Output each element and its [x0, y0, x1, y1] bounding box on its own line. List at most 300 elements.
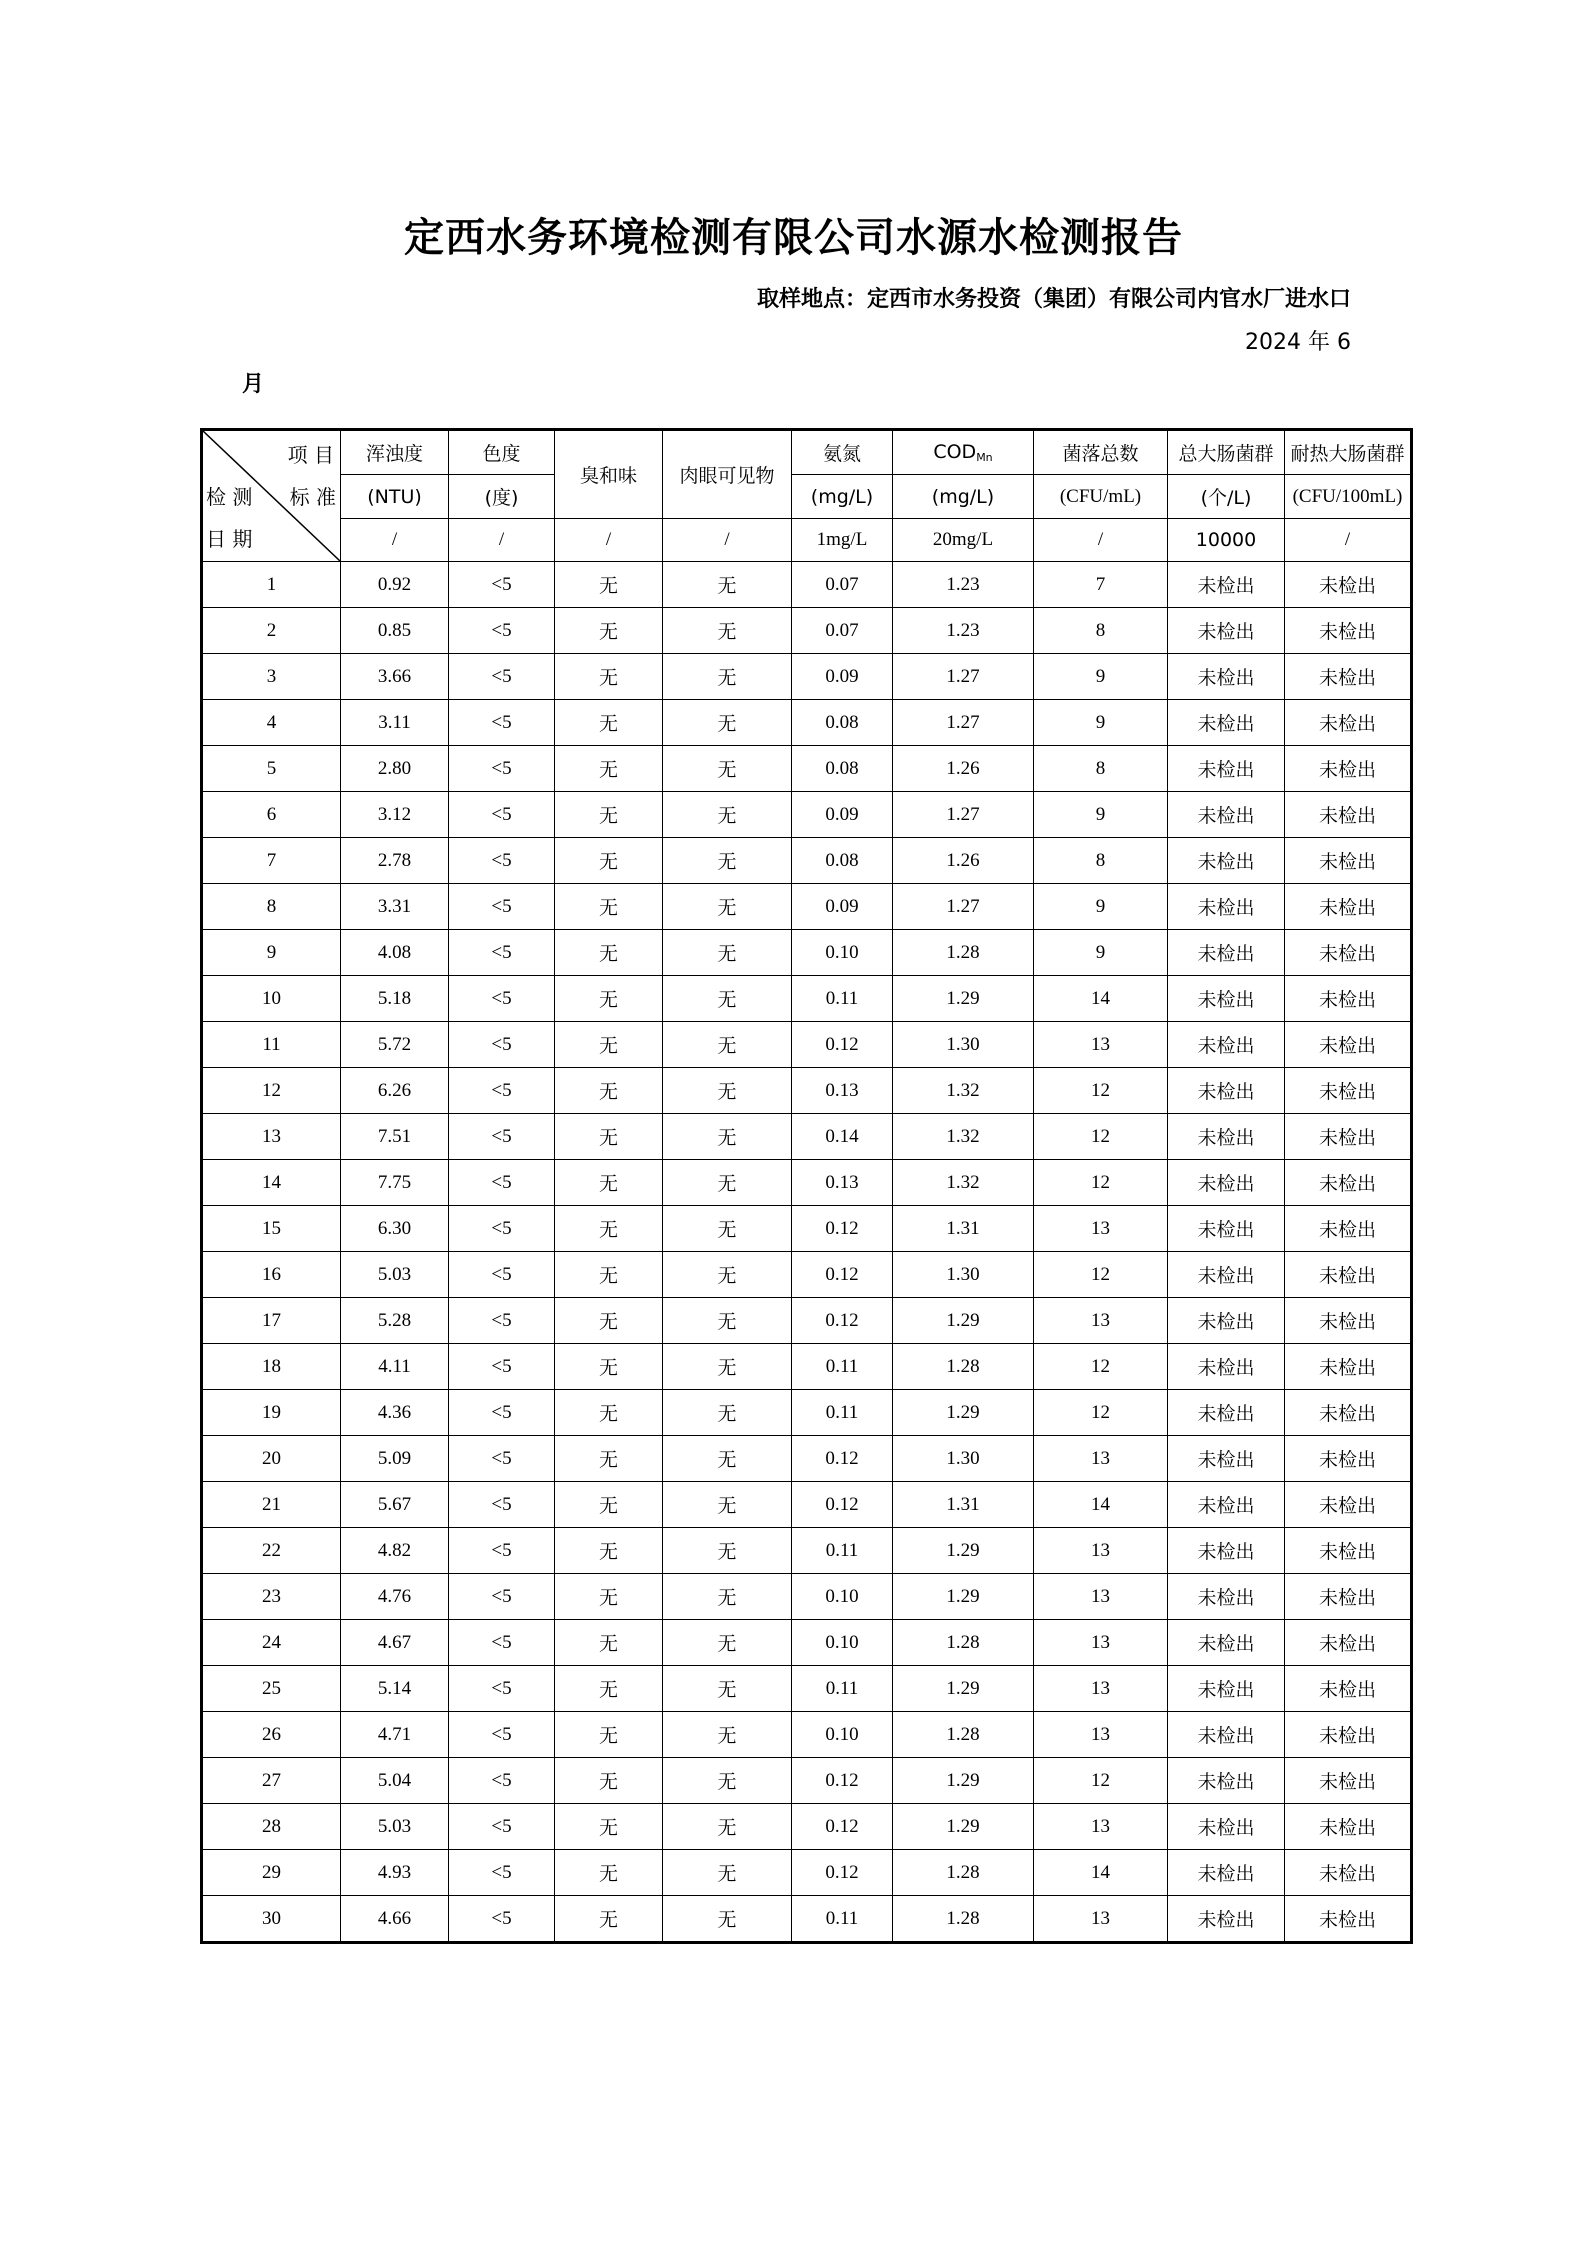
cell-day: 2 — [202, 608, 341, 654]
cell-visible-matter: 无 — [663, 1114, 792, 1160]
cell-turbidity: 4.36 — [341, 1390, 449, 1436]
cell-visible-matter: 无 — [663, 838, 792, 884]
cell-odor: 无 — [555, 1804, 663, 1850]
cell-day: 4 — [202, 700, 341, 746]
cell-ammonia: 0.07 — [792, 562, 893, 608]
cell-cod: 1.32 — [893, 1160, 1034, 1206]
cell-color: <5 — [449, 1574, 555, 1620]
cell-cod: 1.30 — [893, 1252, 1034, 1298]
cell-visible-matter: 无 — [663, 1298, 792, 1344]
cell-color: <5 — [449, 1298, 555, 1344]
cell-colony: 13 — [1034, 1528, 1168, 1574]
table-row — [202, 746, 1412, 792]
cell-turbidity: 5.28 — [341, 1298, 449, 1344]
unit-color: (度) — [449, 475, 555, 519]
table-row — [202, 1666, 1412, 1712]
cell-cod: 1.29 — [893, 1804, 1034, 1850]
cell-ammonia: 0.11 — [792, 976, 893, 1022]
cell-coliform: 未检出 — [1168, 1206, 1285, 1252]
table-row — [202, 838, 1412, 884]
cell-odor: 无 — [555, 1896, 663, 1943]
table-row — [202, 1574, 1412, 1620]
cell-visible-matter: 无 — [663, 1344, 792, 1390]
cell-turbidity: 3.12 — [341, 792, 449, 838]
cell-coliform: 未检出 — [1168, 1022, 1285, 1068]
cell-colony: 13 — [1034, 1896, 1168, 1943]
cell-turbidity: 4.67 — [341, 1620, 449, 1666]
cell-visible-matter: 无 — [663, 1712, 792, 1758]
table-row — [202, 562, 1412, 608]
cell-turbidity: 6.26 — [341, 1068, 449, 1114]
cell-colony: 12 — [1034, 1758, 1168, 1804]
cell-ammonia: 0.10 — [792, 930, 893, 976]
cell-odor: 无 — [555, 1160, 663, 1206]
cell-colony: 9 — [1034, 654, 1168, 700]
col-header-visible-matter: 肉眼可见物 — [663, 430, 792, 519]
cell-color: <5 — [449, 1850, 555, 1896]
cell-day: 29 — [202, 1850, 341, 1896]
cell-visible-matter: 无 — [663, 1252, 792, 1298]
cell-ammonia: 0.12 — [792, 1436, 893, 1482]
cell-odor: 无 — [555, 1528, 663, 1574]
cell-colony: 13 — [1034, 1712, 1168, 1758]
cell-day: 17 — [202, 1298, 341, 1344]
cell-ammonia: 0.11 — [792, 1528, 893, 1574]
cell-color: <5 — [449, 1436, 555, 1482]
cell-cod: 1.29 — [893, 1666, 1034, 1712]
cell-odor: 无 — [555, 608, 663, 654]
cell-visible-matter: 无 — [663, 562, 792, 608]
cell-color: <5 — [449, 1390, 555, 1436]
cell-day: 24 — [202, 1620, 341, 1666]
cell-coliform: 未检出 — [1168, 1436, 1285, 1482]
cell-day: 30 — [202, 1896, 341, 1943]
cell-ammonia: 0.08 — [792, 746, 893, 792]
cell-ammonia: 0.08 — [792, 838, 893, 884]
cell-color: <5 — [449, 1114, 555, 1160]
table-row — [202, 884, 1412, 930]
cell-colony: 9 — [1034, 930, 1168, 976]
cell-visible-matter: 无 — [663, 1482, 792, 1528]
cell-ammonia: 0.14 — [792, 1114, 893, 1160]
cell-colony: 13 — [1034, 1804, 1168, 1850]
table-row — [202, 654, 1412, 700]
cell-cod: 1.30 — [893, 1436, 1034, 1482]
cell-odor: 无 — [555, 1436, 663, 1482]
cell-color: <5 — [449, 1804, 555, 1850]
cell-thermo-coliform: 未检出 — [1285, 1252, 1412, 1298]
cell-thermo-coliform: 未检出 — [1285, 1712, 1412, 1758]
cell-cod: 1.27 — [893, 654, 1034, 700]
cell-color: <5 — [449, 608, 555, 654]
cell-coliform: 未检出 — [1168, 884, 1285, 930]
cell-color: <5 — [449, 1758, 555, 1804]
cell-day: 14 — [202, 1160, 341, 1206]
cell-odor: 无 — [555, 700, 663, 746]
cell-color: <5 — [449, 1896, 555, 1943]
cell-colony: 14 — [1034, 976, 1168, 1022]
cell-ammonia: 0.13 — [792, 1068, 893, 1114]
corner-label-item: 项 目 — [287, 443, 334, 467]
cell-day: 16 — [202, 1252, 341, 1298]
cell-visible-matter: 无 — [663, 976, 792, 1022]
cell-day: 6 — [202, 792, 341, 838]
cell-cod: 1.26 — [893, 838, 1034, 884]
cell-thermo-coliform: 未检出 — [1285, 1436, 1412, 1482]
cell-ammonia: 0.11 — [792, 1666, 893, 1712]
cell-thermo-coliform: 未检出 — [1285, 1528, 1412, 1574]
cell-turbidity: 5.03 — [341, 1252, 449, 1298]
cell-ammonia: 0.11 — [792, 1344, 893, 1390]
cell-ammonia: 0.09 — [792, 654, 893, 700]
standard-colony: / — [1034, 519, 1168, 562]
cell-coliform: 未检出 — [1168, 700, 1285, 746]
cell-visible-matter: 无 — [663, 1390, 792, 1436]
header-corner-cell — [202, 430, 341, 562]
cell-visible-matter: 无 — [663, 746, 792, 792]
col-header-odor: 臭和味 — [555, 430, 663, 519]
cell-coliform: 未检出 — [1168, 1068, 1285, 1114]
cell-thermo-coliform: 未检出 — [1285, 1620, 1412, 1666]
cell-odor: 无 — [555, 1390, 663, 1436]
cell-day: 1 — [202, 562, 341, 608]
cell-cod: 1.27 — [893, 792, 1034, 838]
cell-cod: 1.29 — [893, 1528, 1034, 1574]
cell-thermo-coliform: 未检出 — [1285, 1482, 1412, 1528]
cell-coliform: 未检出 — [1168, 1758, 1285, 1804]
cell-turbidity: 5.18 — [341, 976, 449, 1022]
cell-cod: 1.32 — [893, 1068, 1034, 1114]
cell-thermo-coliform: 未检出 — [1285, 1390, 1412, 1436]
unit-coliform: (个/L) — [1168, 475, 1285, 519]
standard-odor: / — [555, 519, 663, 562]
cell-ammonia: 0.12 — [792, 1482, 893, 1528]
cell-day: 9 — [202, 930, 341, 976]
cell-ammonia: 0.12 — [792, 1850, 893, 1896]
cell-coliform: 未检出 — [1168, 654, 1285, 700]
cell-turbidity: 2.80 — [341, 746, 449, 792]
table-row — [202, 1160, 1412, 1206]
cell-thermo-coliform: 未检出 — [1285, 1850, 1412, 1896]
cell-color: <5 — [449, 1712, 555, 1758]
cell-coliform: 未检出 — [1168, 792, 1285, 838]
cell-odor: 无 — [555, 930, 663, 976]
cell-day: 15 — [202, 1206, 341, 1252]
table-row — [202, 1022, 1412, 1068]
report-date-year: 2024 年 6 — [1245, 330, 1351, 355]
cell-coliform: 未检出 — [1168, 1252, 1285, 1298]
table-row — [202, 1896, 1412, 1943]
cell-color: <5 — [449, 746, 555, 792]
cell-day: 12 — [202, 1068, 341, 1114]
cell-color: <5 — [449, 1068, 555, 1114]
cell-day: 3 — [202, 654, 341, 700]
col-header-ammonia: 氨氮 — [792, 430, 893, 475]
cell-colony: 8 — [1034, 746, 1168, 792]
cell-thermo-coliform: 未检出 — [1285, 700, 1412, 746]
cell-cod: 1.30 — [893, 1022, 1034, 1068]
report-title: 定西水务环境检测有限公司水源水检测报告 — [404, 215, 1183, 261]
unit-thermo-coliform: (CFU/100mL) — [1285, 475, 1412, 519]
unit-colony: (CFU/mL) — [1034, 475, 1168, 519]
cell-day: 13 — [202, 1114, 341, 1160]
cell-turbidity: 5.67 — [341, 1482, 449, 1528]
cell-thermo-coliform: 未检出 — [1285, 1344, 1412, 1390]
cell-color: <5 — [449, 930, 555, 976]
corner-label-test: 检 测 — [206, 485, 253, 509]
cell-turbidity: 6.30 — [341, 1206, 449, 1252]
standard-thermo-coliform: / — [1285, 519, 1412, 562]
cell-cod: 1.23 — [893, 562, 1034, 608]
cell-visible-matter: 无 — [663, 930, 792, 976]
cell-coliform: 未检出 — [1168, 930, 1285, 976]
cell-colony: 13 — [1034, 1574, 1168, 1620]
cell-color: <5 — [449, 1206, 555, 1252]
cell-turbidity: 5.03 — [341, 1804, 449, 1850]
col-header-coliform: 总大肠菌群 — [1168, 430, 1285, 475]
unit-turbidity: (NTU) — [341, 475, 449, 519]
report-date-month: 月 — [242, 372, 265, 397]
cell-ammonia: 0.12 — [792, 1298, 893, 1344]
cell-coliform: 未检出 — [1168, 562, 1285, 608]
standard-coliform: 10000 — [1168, 519, 1285, 562]
cell-colony: 12 — [1034, 1160, 1168, 1206]
cell-odor: 无 — [555, 1206, 663, 1252]
cell-day: 8 — [202, 884, 341, 930]
cell-color: <5 — [449, 1666, 555, 1712]
cell-ammonia: 0.12 — [792, 1022, 893, 1068]
cell-turbidity: 5.72 — [341, 1022, 449, 1068]
col-header-turbidity: 浑浊度 — [341, 430, 449, 475]
cell-turbidity: 0.85 — [341, 608, 449, 654]
cell-visible-matter: 无 — [663, 1160, 792, 1206]
cell-cod: 1.31 — [893, 1482, 1034, 1528]
cell-turbidity: 4.76 — [341, 1574, 449, 1620]
cell-turbidity: 2.78 — [341, 838, 449, 884]
cell-cod: 1.28 — [893, 1712, 1034, 1758]
cell-color: <5 — [449, 562, 555, 608]
cell-thermo-coliform: 未检出 — [1285, 838, 1412, 884]
cell-cod: 1.26 — [893, 746, 1034, 792]
cell-thermo-coliform: 未检出 — [1285, 1666, 1412, 1712]
cell-coliform: 未检出 — [1168, 1344, 1285, 1390]
cell-color: <5 — [449, 1620, 555, 1666]
table-row — [202, 976, 1412, 1022]
cell-color: <5 — [449, 1252, 555, 1298]
cell-cod: 1.29 — [893, 1298, 1034, 1344]
cell-day: 21 — [202, 1482, 341, 1528]
cell-colony: 12 — [1034, 1252, 1168, 1298]
cell-cod: 1.29 — [893, 1758, 1034, 1804]
cell-odor: 无 — [555, 976, 663, 1022]
cell-coliform: 未检出 — [1168, 1896, 1285, 1943]
table-row — [202, 1804, 1412, 1850]
cell-coliform: 未检出 — [1168, 1390, 1285, 1436]
cell-colony: 9 — [1034, 792, 1168, 838]
corner-label-standard: 标 准 — [289, 485, 336, 509]
cell-thermo-coliform: 未检出 — [1285, 608, 1412, 654]
table-row — [202, 1252, 1412, 1298]
cell-visible-matter: 无 — [663, 700, 792, 746]
cell-thermo-coliform: 未检出 — [1285, 746, 1412, 792]
cell-turbidity: 3.31 — [341, 884, 449, 930]
cell-visible-matter: 无 — [663, 608, 792, 654]
cell-day: 5 — [202, 746, 341, 792]
cell-visible-matter: 无 — [663, 1804, 792, 1850]
cell-cod: 1.27 — [893, 700, 1034, 746]
cell-colony: 13 — [1034, 1298, 1168, 1344]
cell-ammonia: 0.08 — [792, 700, 893, 746]
cell-thermo-coliform: 未检出 — [1285, 1804, 1412, 1850]
cell-turbidity: 4.66 — [341, 1896, 449, 1943]
standard-color: / — [449, 519, 555, 562]
cell-colony: 8 — [1034, 838, 1168, 884]
col-header-cod — [893, 430, 1034, 475]
cell-colony: 13 — [1034, 1666, 1168, 1712]
cell-ammonia: 0.12 — [792, 1758, 893, 1804]
cell-visible-matter: 无 — [663, 1206, 792, 1252]
cell-coliform: 未检出 — [1168, 1160, 1285, 1206]
cell-day: 10 — [202, 976, 341, 1022]
cell-odor: 无 — [555, 1022, 663, 1068]
cell-colony: 14 — [1034, 1482, 1168, 1528]
cell-thermo-coliform: 未检出 — [1285, 1896, 1412, 1943]
cell-turbidity: 5.04 — [341, 1758, 449, 1804]
cell-thermo-coliform: 未检出 — [1285, 1022, 1412, 1068]
cell-day: 20 — [202, 1436, 341, 1482]
standard-turbidity: / — [341, 519, 449, 562]
table-row — [202, 1528, 1412, 1574]
cell-cod: 1.31 — [893, 1206, 1034, 1252]
cell-coliform: 未检出 — [1168, 1850, 1285, 1896]
cell-colony: 12 — [1034, 1344, 1168, 1390]
col-header-colony: 菌落总数 — [1034, 430, 1168, 475]
cell-color: <5 — [449, 792, 555, 838]
cell-colony: 13 — [1034, 1620, 1168, 1666]
table-row — [202, 792, 1412, 838]
cell-coliform: 未检出 — [1168, 1114, 1285, 1160]
cell-color: <5 — [449, 1022, 555, 1068]
cell-ammonia: 0.09 — [792, 884, 893, 930]
cell-odor: 无 — [555, 654, 663, 700]
cell-color: <5 — [449, 884, 555, 930]
cell-coliform: 未检出 — [1168, 608, 1285, 654]
cell-cod: 1.29 — [893, 976, 1034, 1022]
cell-turbidity: 4.08 — [341, 930, 449, 976]
cell-coliform: 未检出 — [1168, 838, 1285, 884]
sampling-location: 取样地点：定西市水务投资（集团）有限公司内官水厂进水口 — [756, 287, 1351, 312]
cell-turbidity: 4.82 — [341, 1528, 449, 1574]
cell-colony: 13 — [1034, 1206, 1168, 1252]
cell-odor: 无 — [555, 1850, 663, 1896]
cell-colony: 12 — [1034, 1068, 1168, 1114]
cell-odor: 无 — [555, 1574, 663, 1620]
cell-day: 7 — [202, 838, 341, 884]
cell-coliform: 未检出 — [1168, 1620, 1285, 1666]
col-header-color: 色度 — [449, 430, 555, 475]
cell-thermo-coliform: 未检出 — [1285, 1758, 1412, 1804]
cell-ammonia: 0.12 — [792, 1804, 893, 1850]
cell-coliform: 未检出 — [1168, 1482, 1285, 1528]
standard-cod: 20mg/L — [893, 519, 1034, 562]
cell-visible-matter: 无 — [663, 792, 792, 838]
cell-thermo-coliform: 未检出 — [1285, 1068, 1412, 1114]
table-row — [202, 1344, 1412, 1390]
cell-odor: 无 — [555, 1068, 663, 1114]
cell-coliform: 未检出 — [1168, 1804, 1285, 1850]
cell-day: 27 — [202, 1758, 341, 1804]
cell-day: 11 — [202, 1022, 341, 1068]
cell-odor: 无 — [555, 1666, 663, 1712]
cell-ammonia: 0.11 — [792, 1390, 893, 1436]
cell-turbidity: 4.71 — [341, 1712, 449, 1758]
cell-thermo-coliform: 未检出 — [1285, 1574, 1412, 1620]
cell-color: <5 — [449, 654, 555, 700]
cell-odor: 无 — [555, 1252, 663, 1298]
unit-cod: (mg/L) — [893, 475, 1034, 519]
table-row — [202, 1436, 1412, 1482]
cell-turbidity: 3.11 — [341, 700, 449, 746]
cell-ammonia: 0.09 — [792, 792, 893, 838]
cell-colony: 13 — [1034, 1436, 1168, 1482]
cell-day: 28 — [202, 1804, 341, 1850]
cell-odor: 无 — [555, 1482, 663, 1528]
table-row — [202, 1298, 1412, 1344]
cell-cod: 1.28 — [893, 1896, 1034, 1943]
cell-turbidity: 3.66 — [341, 654, 449, 700]
cell-visible-matter: 无 — [663, 884, 792, 930]
cell-odor: 无 — [555, 746, 663, 792]
table-row — [202, 1390, 1412, 1436]
cell-visible-matter: 无 — [663, 1528, 792, 1574]
cell-odor: 无 — [555, 1712, 663, 1758]
cell-thermo-coliform: 未检出 — [1285, 1298, 1412, 1344]
cell-colony: 9 — [1034, 884, 1168, 930]
cell-colony: 9 — [1034, 700, 1168, 746]
cell-colony: 14 — [1034, 1850, 1168, 1896]
cell-cod: 1.29 — [893, 1390, 1034, 1436]
cell-cod: 1.28 — [893, 1850, 1034, 1896]
cell-thermo-coliform: 未检出 — [1285, 654, 1412, 700]
unit-ammonia: (mg/L) — [792, 475, 893, 519]
cell-visible-matter: 无 — [663, 1620, 792, 1666]
cell-color: <5 — [449, 1528, 555, 1574]
cell-ammonia: 0.13 — [792, 1160, 893, 1206]
table-row — [202, 700, 1412, 746]
cell-color: <5 — [449, 1482, 555, 1528]
table-row — [202, 1850, 1412, 1896]
cell-cod: 1.28 — [893, 1620, 1034, 1666]
cell-coliform: 未检出 — [1168, 1666, 1285, 1712]
cell-visible-matter: 无 — [663, 1022, 792, 1068]
cell-cod: 1.29 — [893, 1574, 1034, 1620]
cell-color: <5 — [449, 976, 555, 1022]
cell-colony: 12 — [1034, 1114, 1168, 1160]
cell-coliform: 未检出 — [1168, 1528, 1285, 1574]
cell-ammonia: 0.11 — [792, 1896, 893, 1943]
cell-thermo-coliform: 未检出 — [1285, 930, 1412, 976]
cell-turbidity: 5.14 — [341, 1666, 449, 1712]
cell-visible-matter: 无 — [663, 1850, 792, 1896]
cell-ammonia: 0.10 — [792, 1712, 893, 1758]
cell-color: <5 — [449, 700, 555, 746]
cell-visible-matter: 无 — [663, 1758, 792, 1804]
cell-ammonia: 0.12 — [792, 1252, 893, 1298]
cell-turbidity: 5.09 — [341, 1436, 449, 1482]
cod-label: COD — [933, 441, 977, 463]
cell-thermo-coliform: 未检出 — [1285, 792, 1412, 838]
table-row — [202, 1114, 1412, 1160]
